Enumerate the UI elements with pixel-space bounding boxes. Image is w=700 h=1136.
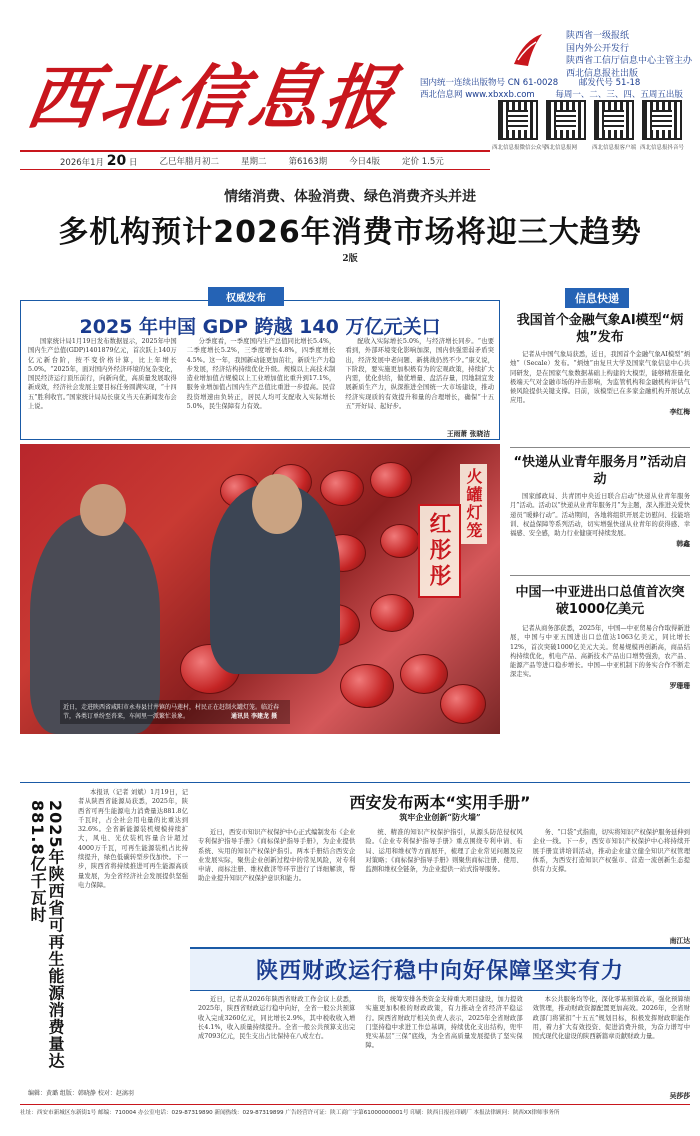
side-c-body-wrap <box>510 624 690 690</box>
photo-credit: 通讯员 李建龙 摄 <box>230 713 278 720</box>
qr-label: 西北信息报抖音号 <box>640 145 685 151</box>
energy-body: 本报讯（记者 刘斌）1月19日，记者从陕西省能源局获悉，2025年，陕西省可再生能源电力消费量达881.8亿千瓦时，占全社会用电量的比重达到32.6%。全省新能源装机规模持续扩大，风电、光伏装机容量合计超过4000万千瓦，可再生能源装机占比持续提升，绿色低碳转型步伐加快。下一步，陕西省将持续推进可再生能源高质量发展，为全省经济社会发展提供坚强电力保障。 <box>78 789 188 889</box>
side-c-title[interactable]: 中国一中亚进出口总值首次突破1000亿美元 <box>515 585 685 617</box>
gdp-col: 国家统计局1月19日发布数据显示，2025年中国国内生产总值(GDP)1401879亿元，首次跃上140万亿元新台阶，按不变价格计算，比上年增长5.0%。“2025年，面对国内外经济环境的复杂变化，国民经济运行顶压前行，向新向优，高质量发展取得新成效，经济社会发展主要目标任务圆满实现，“十四五”胜利收官。”国家统计局局长康义当天在新闻发布会上说。 <box>28 338 177 411</box>
side-a-author: 李红梅 <box>669 407 690 416</box>
xian-subtitle: 筑牢企业创新“防火墙” <box>399 812 481 822</box>
post-code: 邮发代号 51-18 <box>578 78 641 88</box>
qr-label: 西北信息报客户端 <box>592 145 637 151</box>
side-b-title[interactable]: “快递从业青年服务月”活动启动 <box>513 455 687 487</box>
info-line: 陕西省工信厅信息中心主管主办 <box>566 56 693 66</box>
gdp-col: 分季度看，一季度国内生产总值同比增长5.4%，二季度增长5.2%，三季度增长4.8%，四季度增长4.5%。这一年，我国新动能更加茁壮，新质生产力稳步发展，经济结构持续优化升级。规模以上高技术制造业增加值占规模以上工业增加值比重升到17.1%，服务业增加值占国内生产总值比重进一步提高。民营投资增速由负转正，居民人均可支配收入实际增长5.0%，民生保障有力有效。 <box>186 338 336 411</box>
finance-headline[interactable]: 陕西财政运行稳中向好保障坚实有力 <box>190 947 690 991</box>
gdp-body <box>28 337 494 411</box>
xian-col: 近日，西安市知识产权保护中心正式编制发布《企业专利保护指导手册》《商标保护指导手册》，为企业提供系统、实用的知识产权保护指引。两本手册结合西安企业发展实际，聚焦企业创新过程中的常见风险，对专利申请、商标注册、维权救济等环节进行了详细解读，帮助企业提升知识产权保护意识和能力。 <box>198 829 356 883</box>
qr-label: 西北信息报微信公众号 <box>492 145 548 151</box>
info-line: 陕西省一级报纸 <box>566 31 630 41</box>
lunar-date: 乙巳年腊月初二 <box>159 156 219 167</box>
photo-title-b: 红彤彤 <box>418 504 461 598</box>
footer: 社址：西安市新城区东新街1号 邮编：710004 办公室电话：029-87319890 新闻热线：029-87319899 广告经营许可证：陕工商广字第61000000001号 印刷：陕西日报社印刷厂 本报法律顾问：陕西XX律师事务所 <box>20 1104 690 1116</box>
qr-code-web[interactable] <box>546 100 586 140</box>
bird-emblem-icon <box>510 30 546 70</box>
side-tag: 信息快递 <box>565 288 629 308</box>
lead-edition: 2版 <box>342 254 358 264</box>
side-b-author: 韩鑫 <box>676 540 690 549</box>
finance-body <box>198 995 690 1051</box>
side-b-body: 国家邮政局、共青团中央近日联合启动“快递从业青年服务月”活动。活动以“快递从业青年服务月”为主题，深入推进关爱快递员“暖蜂行动”。活动期间，各地将组织开展走访慰问、技能培训、权益保障等系列活动，切实增强快递从业青年的获得感、幸福感、安全感，助力行业健康可持续发展。 <box>510 493 690 538</box>
side-a-body-wrap <box>510 350 690 416</box>
issue-days: 每周一、二、三、四、五周五出版 <box>555 90 683 100</box>
divider <box>510 447 690 448</box>
side-c-author: 罗珊珊 <box>669 681 690 690</box>
xian-body <box>198 828 690 884</box>
divider <box>20 782 690 783</box>
photo-caption: 近日，走进陕西省咸阳市永寿县甘井镇的马莲村，村民正在赶制火罐灯笼。临近春节，各类订单纷至沓来，车间里一派繁忙景象。 通讯员 李建龙 摄 <box>60 700 290 724</box>
side-a-body: 记者从中国气象局获悉，近日，我国首个金融气象AI模型“炳烛”（Secale）发布。“炳烛”由复旦大学及国家气象信息中心共同研发，是在国家气象数据基础上构建的大模型，能够精准量化极端天气对金融市场的冲击影响，为监管机构和金融机构评估气候风险提供关键支撑。目前，该模型已在多家金融机构开展试点应用。 <box>510 351 690 405</box>
xian-author: 南江达 <box>669 937 690 945</box>
gdp-col: 配收入实际增长5.0%，与经济增长同步。“也要看到，外部环境变化影响加深，国内供强需弱矛盾突出，经济发展中老问题、新挑战仍然不少。”康义说，下阶段，要实施更加积极有为的宏观政策，持续扩大内需，优化供给，做优增量、盘活存量，因地制宜发展新质生产力，纵深推进全国统一大市场建设，推动经济实现质的有效提升和量的合理增长，确保“十五五”开好局、起好步。 <box>345 338 495 411</box>
qr-label: 西北信息报网 <box>544 145 578 151</box>
gdp-author: 王雨萧 张晓洁 <box>446 430 490 438</box>
info-line: 国内外公开发行 <box>566 43 630 54</box>
lead-kicker: 情绪消费、体验消费、绿色消费齐头并进 <box>224 189 476 205</box>
gdp-tag: 权威发布 <box>208 287 284 306</box>
xian-col: 统、精准的知识产权保护指引，从源头防范侵权风险。《企业专利保护指导手册》重点围绕专利申请、布局、运用和维权等方面展开，梳理了企业常见问题及应对策略；《商标保护指导手册》则聚焦商标注册、使用、监测和维权全链条，为企业提供一站式指导服务。 <box>365 829 523 874</box>
finance-author: 吴莎莎 <box>669 1092 690 1100</box>
weekday: 星期二 <box>240 156 267 167</box>
finance-col: 本公共服务均等化，深化零基预算改革，强化预算绩效管理，推动财政资源配置更加高效。2026年，全省财政部门将紧扣“十五五”规划目标，积极发挥财政职能作用，着力扩大有效投资、促进消费升级，为奋力谱写中国式现代化建设的陕西新篇章贡献财政力量。 <box>532 996 690 1041</box>
page-count: 今日4版 <box>349 156 381 167</box>
side-b-body-wrap <box>510 492 690 548</box>
price: 定价 1.5元 <box>402 156 444 167</box>
side-a-title[interactable]: 我国首个金融气象AI模型“炳烛”发布 <box>516 313 684 345</box>
finance-col: 近日，记者从2026年陕西省财政工作会议上获悉，2025年，陕西省财政运行稳中向好，全省一般公共预算收入完成3260亿元，同比增长2.9%，其中税收收入增长4.1%，收入质量持续提升。全省一般公共预算支出完成7093亿元，民生支出占比保持在八成左右。 <box>198 996 356 1041</box>
xian-title[interactable]: 西安发布两本“实用手册” <box>349 793 531 812</box>
newspaper-logo: 西北信息报 <box>21 56 404 139</box>
masthead-info <box>566 30 692 80</box>
xian-col: 务、“口袋”式指南，切实将知识产权保护服务延伸到企业一线。下一步，西安市知识产权保护中心将持续开展手册宣讲培训活动，推动企业建立健全知识产权管理体系，为西安打造知识产权强市、营造一流创新生态提供有力支撑。 <box>532 829 690 874</box>
issue-number: 第6163期 <box>288 156 328 167</box>
gdp-title[interactable]: 2025 年中国 GDP 跨越 140 万亿元关口 <box>79 316 441 338</box>
pub-code: 国内统一连续出版物号 CN 61-0028 <box>420 78 559 88</box>
energy-headline[interactable]: 2025年陕西省可再生能源消费量达881.8亿千瓦时 <box>28 800 65 1070</box>
divider <box>510 575 690 576</box>
info-line: 西北信息报社出版 <box>566 68 639 79</box>
date: 2026年1月 20 日 <box>60 152 138 169</box>
site-line <box>420 88 695 100</box>
editors-line: 编辑：黄璐 组版：韩晓静 校对：赵漓羽 <box>28 1090 134 1097</box>
photo-title-a: 火罐灯笼 <box>460 464 487 544</box>
qr-code-app[interactable] <box>594 100 634 140</box>
site-link[interactable]: 西北信息网 www.xbxxb.com <box>420 90 535 100</box>
finance-col: 资，统筹安排各类资金支持重大项目建设，加力提效实施更加积极的财政政策，有力推动全省经济平稳运行。陕西省财政厅相关负责人表示，2025年全省财政部门坚持稳中求进工作总基调，持续优化支出结构，兜牢兜实基层“三保”底线，为全省高质量发展提供了坚实保障。 <box>365 996 523 1050</box>
qr-code-wechat[interactable] <box>498 100 538 140</box>
date-band <box>20 150 490 170</box>
lantern-photo[interactable] <box>20 444 500 734</box>
publication-codes <box>420 76 695 88</box>
lead-headline[interactable]: 多机构预计2026年消费市场将迎三大趋势 <box>58 215 642 250</box>
energy-body-wrap <box>78 788 188 890</box>
qr-code-douyin[interactable] <box>642 100 682 140</box>
side-c-body: 记者从商务部获悉，2025年，中国—中亚贸易合作取得新进展，中国与中亚五国进出口总值达1063亿美元，同比增长12%，首次突破1000亿美元大关。贸易规模再创新高，商品结构持续优化，机电产品、高新技术产品出口增势强劲，农产品、能源产品等进口稳步增长。中国—中亚机制下的务实合作不断走深走实。 <box>510 625 690 679</box>
